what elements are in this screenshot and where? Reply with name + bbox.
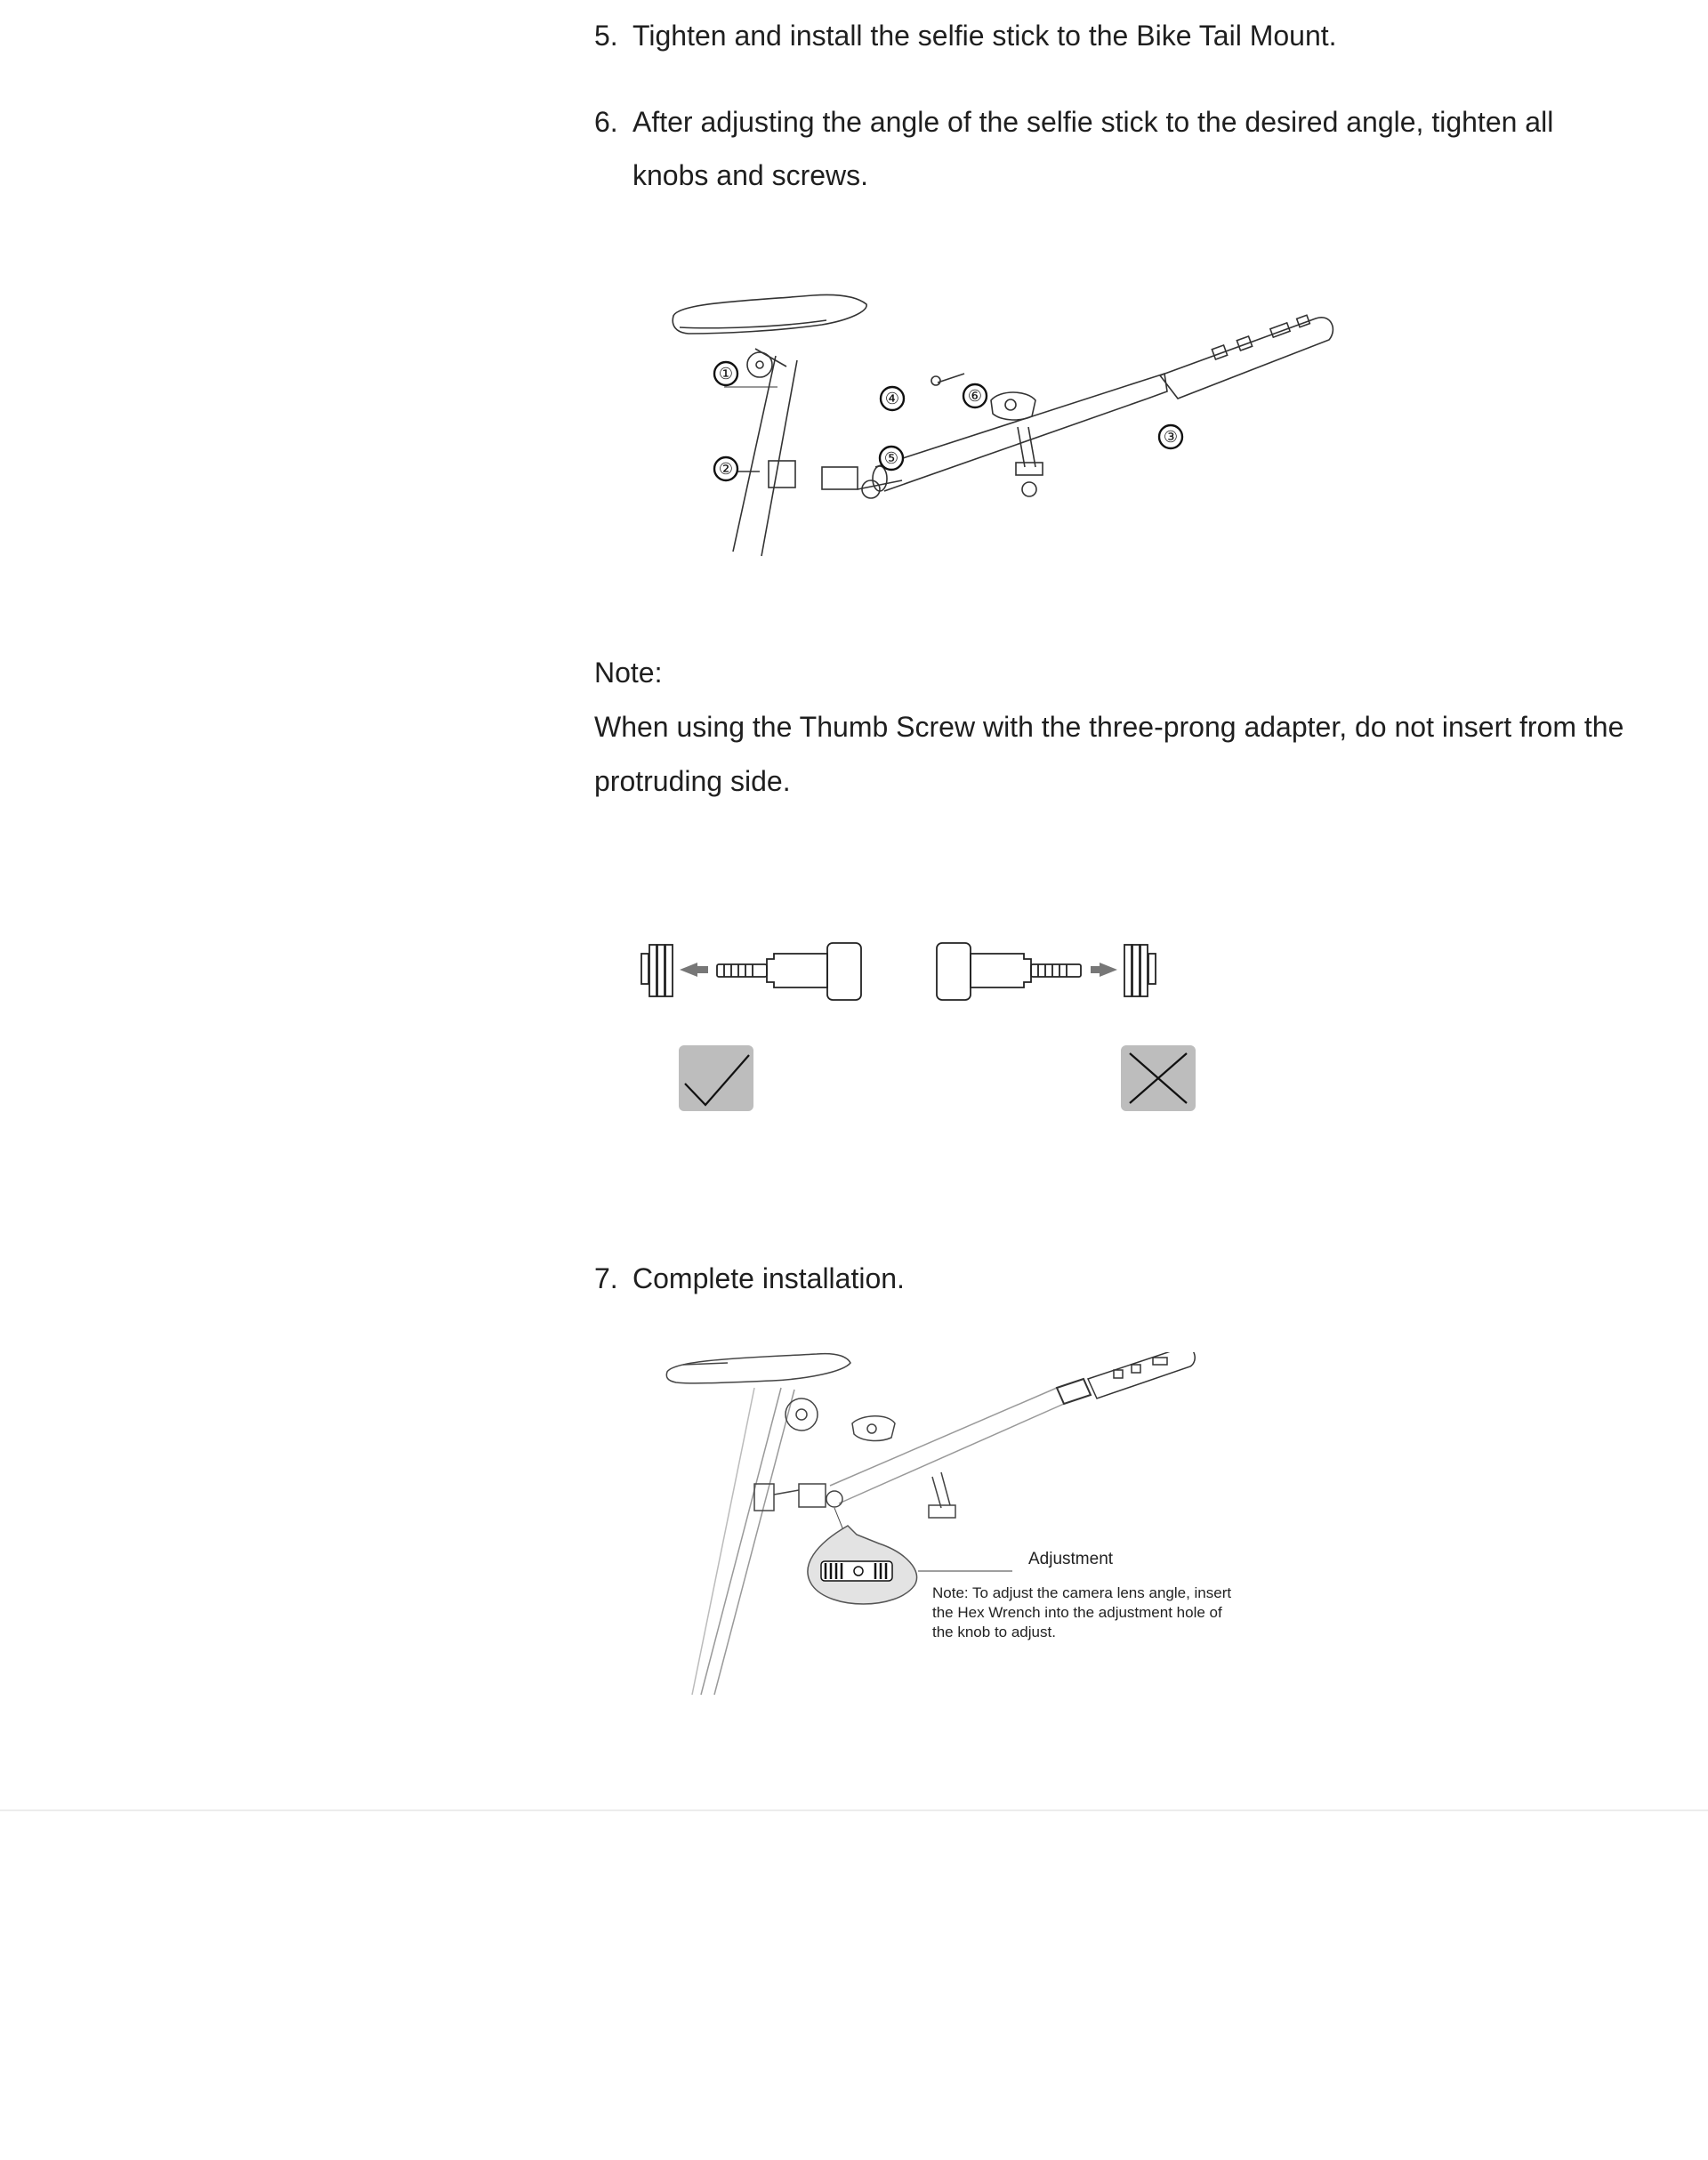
step-number: 5. bbox=[594, 20, 618, 52]
footer-divider bbox=[0, 1809, 1708, 1811]
step-6 bbox=[594, 95, 1629, 202]
step-text: After adjusting the angle of the selfie stick to the desired angle, tighten all knobs and screws. bbox=[632, 106, 1554, 191]
step-number: 6. bbox=[594, 106, 618, 138]
callout-5: ⑤ bbox=[883, 449, 899, 467]
note-title: Note: bbox=[594, 657, 663, 689]
note-body: When using the Thumb Screw with the three-prong adapter, do not insert from the protruding side. bbox=[594, 711, 1624, 797]
callout-2: ② bbox=[718, 460, 734, 478]
adjustment-note-line-3: the knob to adjust. bbox=[932, 1624, 1056, 1640]
callout-1: ① bbox=[718, 365, 734, 383]
step-5 bbox=[594, 9, 1629, 62]
check-icon bbox=[679, 1045, 753, 1111]
adjustment-note-line-1: Note: To adjust the camera lens angle, insert bbox=[932, 1584, 1232, 1601]
adjustment-label: Adjustment bbox=[1028, 1550, 1114, 1568]
installation-exploded-diagram bbox=[644, 285, 1356, 569]
step-text: Tighten and install the selfie stick to the Bike Tail Mount. bbox=[632, 20, 1337, 52]
callout-3: ③ bbox=[1163, 428, 1179, 446]
callout-4: ④ bbox=[884, 390, 900, 407]
step-text: Complete installation. bbox=[632, 1262, 905, 1294]
callout-6: ⑥ bbox=[967, 387, 983, 405]
adjustment-note-line-2: the Hex Wrench into the adjustment hole of bbox=[932, 1604, 1222, 1621]
complete-installation-diagram bbox=[665, 1352, 1306, 1699]
step-7 bbox=[594, 1252, 1629, 1305]
thumb-screw-orientation-diagram bbox=[639, 934, 1253, 1121]
step-number: 7. bbox=[594, 1262, 618, 1294]
